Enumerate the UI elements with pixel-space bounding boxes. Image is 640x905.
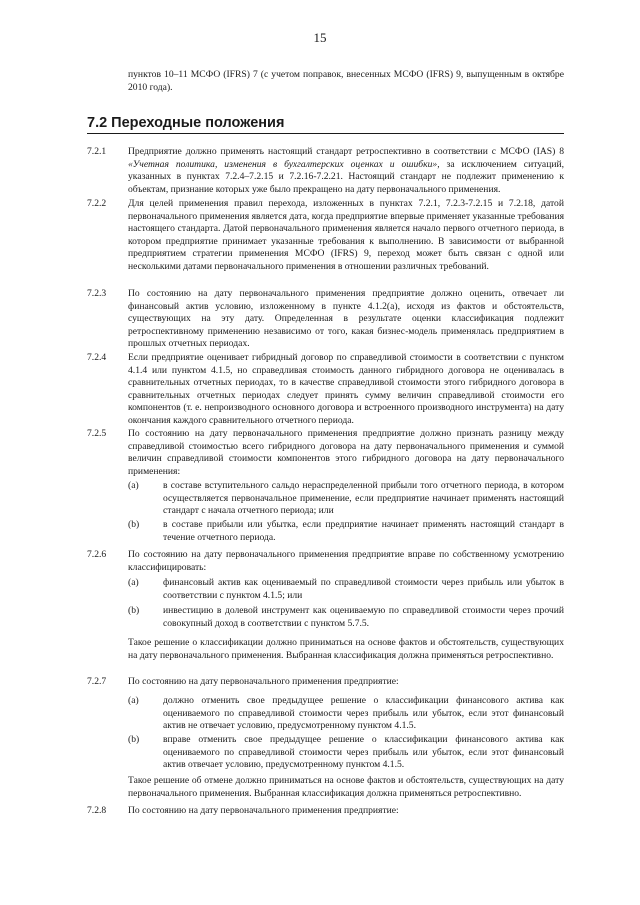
- list-item-text: в составе вступительного сальдо нераспределенной прибыли того отчетного периода, в котором осуществляется первоначальное применение, если предприятие начинает применять настоящий стандарт с начала отчетного периода; или: [163, 480, 564, 517]
- list-item-label: (a): [128, 577, 139, 588]
- list-item-text: инвестицию в долевой инструмент как оцениваемую по справедливой стоимости через прочий совокупный доход в соответствии с пунктом 5.7.5.: [163, 605, 564, 629]
- paragraph-text: По состоянию на дату первоначального применения предприятие:: [128, 805, 399, 816]
- paragraph-text: По состоянию на дату первоначального применения предприятие вправе по собственному усмотрению классифицировать:: [128, 549, 564, 573]
- list-item-text: должно отменить свое предыдущее решение о классификации финансового актива как оцениваемого по справедливой стоимости через прибыль или убыток, если этот финансовый актив не отвечает условию, предусмотренному пунктом 4.1.5.: [163, 695, 564, 732]
- paragraph-number: 7.2.1: [87, 146, 107, 157]
- paragraph-text: По состоянию на дату первоначального применения предприятие должно оценить, отвечает ли финансовый актив условию, изложенному в пункте 4.1.2(a), исходя из фактов и обстоятельств, существующих на эту дату. Определенная в результате оценки классификация подлежит ретроспективному применению независимо от того, какая бизнес-модель применялась предприятием в прошлых отчетных периодах.: [128, 288, 564, 350]
- list-item-text: в составе прибыли или убытка, если предприятие начинает применять настоящий стандарт в течение отчетного периода.: [163, 519, 564, 543]
- list-item-text: вправе отменить свое предыдущее решение о классификации финансового актива как оцениваемого по справедливой стоимости через прибыль или убыток, если этот финансовый актив отвечает условию, предусмотренному пунктом 4.1.5.: [163, 734, 564, 771]
- list-item-label: (a): [128, 695, 139, 706]
- paragraph-text: Если предприятие оценивает гибридный договор по справедливой стоимости в соответствии с пунктом 4.1.4 или пунктом 4.1.5, но справедливая стоимость данного гибридного договора не оценивалась в сравнительных отчетных периодах, то в качестве справедливой стоимости этого гибридного договора в сравнительных отчетных периодах следует принять сумму величин справедливой стоимости его компонентов (т. е. непроизводного основного договора и встроенного производного инструмента) на дату окончания каждого сравнительного отчетного периода.: [128, 352, 564, 426]
- paragraph-number: 7.2.4: [87, 352, 107, 363]
- paragraph-text: По состоянию на дату первоначального применения предприятие должно признать разницу между справедливой стоимостью всего гибридного договора на дату первоначального применения и суммой величин справедливой стоимости компонентов этого гибридного договора на дату первоначального применения:: [128, 428, 564, 477]
- paragraph-number: 7.2.7: [87, 676, 107, 687]
- paragraph-number: 7.2.2: [87, 198, 107, 209]
- paragraph-text: [128, 146, 564, 196]
- paragraph-number: 7.2.8: [87, 805, 107, 816]
- list-item-label: (b): [128, 734, 140, 745]
- paragraph-text: По состоянию на дату первоначального применения предприятие:: [128, 676, 399, 687]
- page-number: 15: [313, 30, 327, 45]
- list-item-label: (b): [128, 605, 140, 616]
- section-title: 7.2 Переходные положения: [87, 114, 564, 134]
- paragraph-text: Для целей применения правил перехода, изложенных в пунктах 7.2.1, 7.2.3-7.2.15 и 7.2.18, датой первоначального применения является дата, когда предприятие впервые применяет указанные требования настоящего стандарта. Датой первоначального применения является начало первого отчетного периода, в котором предприятие принимает указанные требования к выполнению. В зависимости от выбранной предприятием стратегии применения МСФО (IFRS) 9, переход может быть связан с одной или несколькими датами первоначального применения в отношении различных требований.: [128, 198, 564, 272]
- paragraph-text-part: Предприятие должно применять настоящий стандарт ретроспективно в соответствии с МСФО (IAS) 8: [128, 146, 564, 157]
- list-item-label: (a): [128, 480, 139, 491]
- list-item-label: (b): [128, 519, 140, 530]
- paragraph-text-part: , за исключением ситуаций, указанных в пунктах 7.2.4–7.2.15 и 7.2.16-7.2.21. Настоящий стандарт не подлежит применению к объектам, признание которых уже было прекращено на дату первоначального применения.: [128, 158, 564, 195]
- paragraph-number: 7.2.5: [87, 428, 107, 439]
- list-item-text: финансовый актив как оцениваемый по справедливой стоимости через прибыль или убыток в соответствии с пунктом 4.1.5; или: [163, 577, 564, 601]
- paragraph-note: Такое решение об отмене должно приниматься на основе фактов и обстоятельств, существующих на дату первоначального применения. Выбранная классификация должна применяться ретроспективно.: [128, 775, 564, 799]
- paragraph-number: 7.2.6: [87, 549, 107, 560]
- paragraph-note: Такое решение о классификации должно приниматься на основе фактов и обстоятельств, существующих на дату первоначального применения. Выбранная классификация должна применяться ретроспективно.: [128, 637, 564, 661]
- intro-text: пунктов 10–11 МСФО (IFRS) 7 (с учетом поправок, внесенных МСФО (IFRS) 9, выпущенным в октябре 2010 года).: [128, 69, 564, 93]
- standard-title-italic: «Учетная политика, изменения в бухгалтерских оценках и ошибки»: [128, 158, 438, 170]
- paragraph-number: 7.2.3: [87, 288, 107, 299]
